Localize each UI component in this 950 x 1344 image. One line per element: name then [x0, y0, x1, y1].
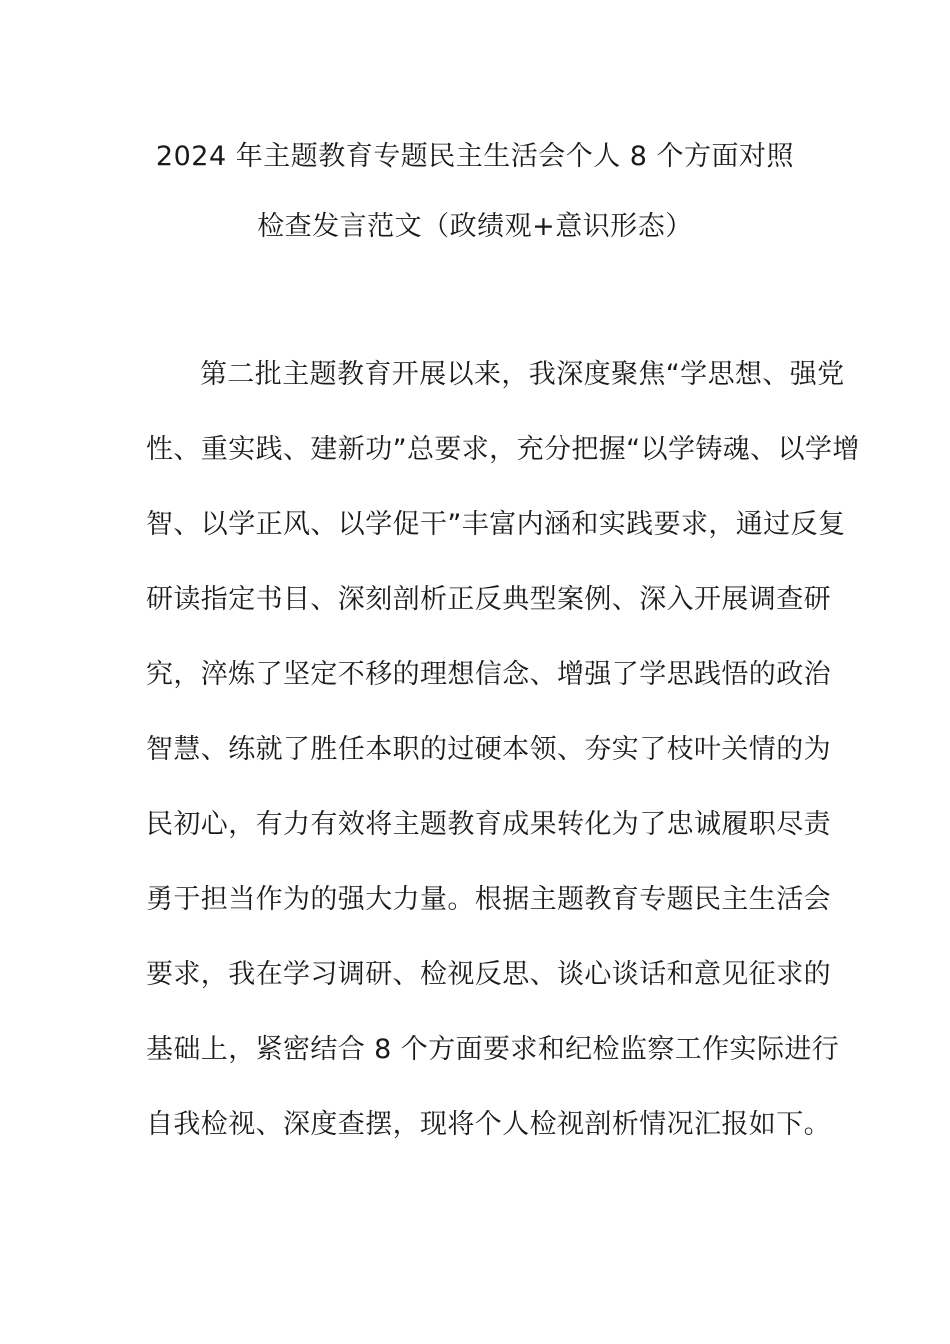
paragraph-line: 研读指定书目、深刻剖析正反典型案例、深入开展调查研 — [146, 584, 831, 615]
paragraph-line: 基础上，紧密结合 8 个方面要求和纪检监察工作实际进行 — [146, 1034, 840, 1065]
paragraph-line: 自我检视、深度查摆，现将个人检视剖析情况汇报如下。 — [146, 1109, 831, 1140]
paragraph-line: 智慧、练就了胜任本职的过硬本领、夯实了枝叶关情的为 — [146, 734, 831, 765]
paragraph-line: 要求，我在学习调研、检视反思、谈心谈话和意见征求的 — [146, 959, 831, 990]
paragraph-line: 智、以学正风、以学促干”丰富内涵和实践要求，通过反复 — [146, 509, 846, 540]
paragraph-line: 性、重实践、建新功”总要求，充分把握“以学铸魂、以学增 — [146, 434, 860, 465]
document-title-line-2: 检查发言范文（政绩观+意识形态） — [257, 211, 693, 242]
paragraph-line: 勇于担当作为的强大力量。根据主题教育专题民主生活会 — [146, 884, 831, 915]
paragraph-line: 第二批主题教育开展以来，我深度聚焦“学思想、强党 — [200, 359, 845, 390]
paragraph-line: 民初心，有力有效将主题教育成果转化为了忠诚履职尽责 — [146, 809, 831, 840]
document-title-line-1: 2024 年主题教育专题民主生活会个人 8 个方面对照 — [155, 141, 795, 172]
paragraph-line: 究，淬炼了坚定不移的理想信念、增强了学思践悟的政治 — [146, 659, 831, 690]
